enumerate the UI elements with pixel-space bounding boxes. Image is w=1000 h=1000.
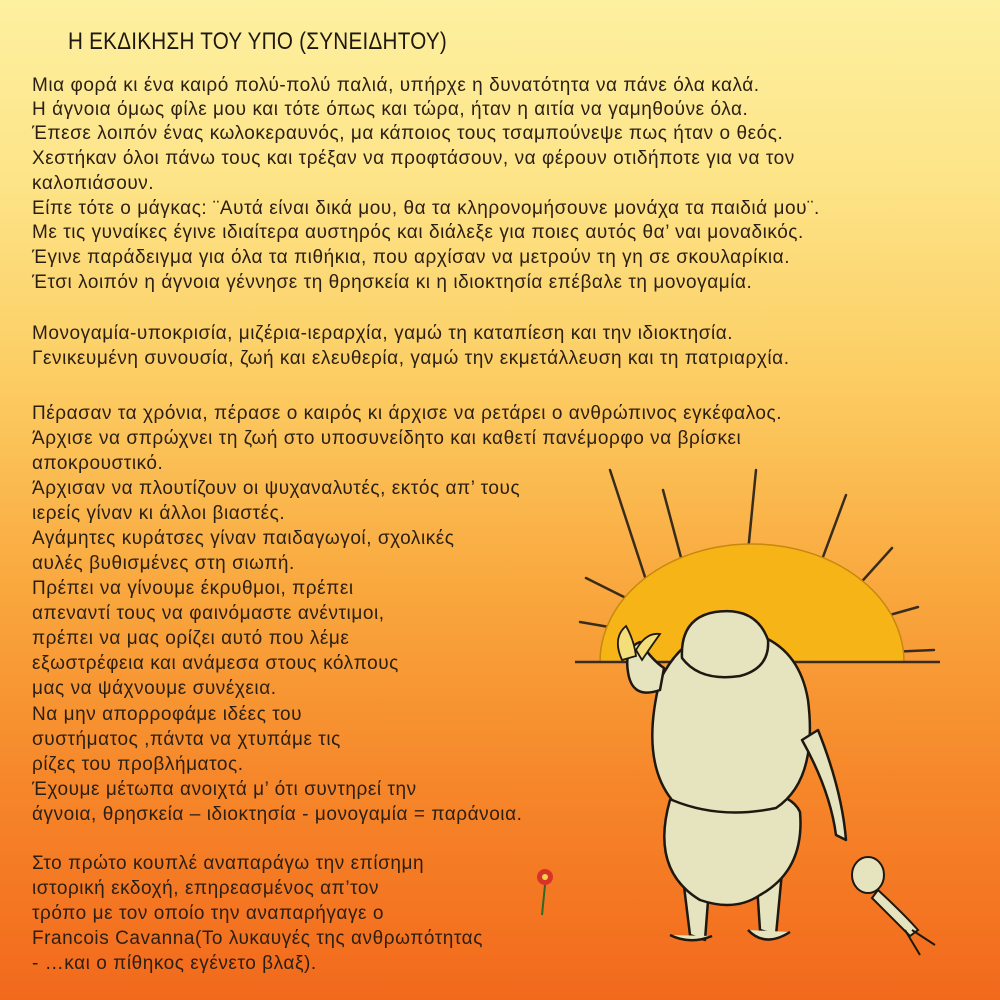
flower-icon (537, 869, 553, 915)
note-line: Στο πρώτο κουπλέ αναπαράγω την επίσημη (32, 853, 425, 874)
verse1-line: Μια φορά κι ένα καιρό πολύ-πολύ παλιά, υπήρχε η δυνατότητα να πάνε όλα καλά. (32, 75, 760, 96)
verse2-line: Έχουμε μέτωπα ανοιχτά μ’ ότι συντηρεί την (32, 779, 417, 800)
verse1-line: Με τις γυναίκες έγινε ιδιαίτερα αυστηρός και διάλεξε για ποιες αυτός θα’ ναι μοναδικός. (32, 222, 804, 243)
note-line: τρόπο με τον οποίο την αναπαρήγαγε ο (32, 903, 384, 924)
verse1-line: Έπεσε λοιπόν ένας κωλοκεραυνός, μα κάποιος τους τσαμπούνεψε πως ήταν ο θεός. (32, 123, 784, 144)
verse2-line: Άρχισε να σπρώχνει τη ζωή στο υποσυνείδητο και καθετί πανέμορφο να βρίσκει (32, 428, 742, 449)
verse2-line: πρέπει να μας ορίζει αυτό που λέμε (32, 628, 350, 649)
verse2-line: ιερείς γίναν κι άλλοι βιαστές. (32, 503, 286, 524)
note-line: Francois Cavanna(Το λυκαυγές της ανθρωπότητας (32, 928, 483, 949)
verse2-line: Να μην απορροφάμε ιδέες του (32, 704, 303, 725)
verse2-line: Πέρασαν τα χρόνια, πέρασε ο καιρός κι άρχισε να ρετάρει ο ανθρώπινος εγκέφαλος. (32, 403, 783, 424)
verse2-line: Άρχισαν να πλουτίζουν οι ψυχαναλυτές, εκτός απ’ τους (32, 478, 521, 499)
verse1-line: Έγινε παράδειγμα για όλα τα πιθήκια, που αρχίσαν να μετρούν τη γη σε σκουλαρίκια. (32, 247, 791, 268)
verse1-line: Χεστήκαν όλοι πάνω τους και τρέξαν να προφτάσουν, να φέρουν οτιδήποτε για να τον (32, 148, 795, 169)
chorus-line: Γενικευμένη συνουσία, ζωή και ελευθερία, γαμώ την εκμετάλλευση και τη πατριαρχία. (32, 348, 790, 369)
verse2-line: Πρέπει να γίνουμε έκρυθμοι, πρέπει (32, 578, 354, 599)
verse2-line: μας να ψάχνουμε συνέχεια. (32, 678, 277, 699)
chorus-line: Μονογαμία-υποκρισία, μιζέρια-ιεραρχία, γαμώ τη καταπίεση και την ιδιοκτησία. (32, 323, 734, 344)
verse1-line: Έτσι λοιπόν η άγνοια γέννησε τη θρησκεία κι η ιδιοκτησία επέβαλε τη μονογαμία. (32, 272, 753, 293)
verse1-line: καλοπιάσουν. (32, 173, 155, 194)
note-line: - …και ο πίθηκος εγένετο βλαξ). (32, 953, 317, 974)
verse2-line: συστήματος ,πάντα να χτυπάμε τις (32, 729, 341, 750)
verse2-line: αυλές βυθισμένες στη σιωπή. (32, 553, 295, 574)
cartoon-illustration (520, 460, 1000, 1000)
note-line: ιστορική εκδοχή, επηρεασμένος απ’τον (32, 878, 380, 899)
verse2-line: απεναντί τους να φαινόμαστε ανέντιμοι, (32, 603, 385, 624)
page-title: Η ΕΚΔΙΚΗΣΗ ΤΟΥ ΥΠΟ (ΣΥΝΕΙΔΗΤΟΥ) (68, 28, 448, 55)
verse2-line: Αγάμητες κυράτσες γίναν παιδαγωγοί, σχολικές (32, 528, 455, 549)
verse1-line: Η άγνοια όμως φίλε μου και τότε όπως και τώρα, ήταν η αιτία να γαμηθούνε όλα. (32, 99, 749, 120)
verse2-line: άγνοια, θρησκεία – ιδιοκτησία - μονογαμία = παράνοια. (32, 804, 523, 825)
verse2-line: ρίζες του προβλήματος. (32, 754, 244, 775)
verse1-line: Είπε τότε ο μάγκας: ¨Αυτά είναι δικά μου, θα τα κληρονομήσουνε μονάχα τα παιδιά μου¨. (32, 198, 820, 219)
verse2-line: εξωστρέφεια και ανάμεσα στους κόλπους (32, 653, 399, 674)
verse2-line: αποκρουστικό. (32, 453, 164, 474)
small-figure (852, 857, 935, 955)
